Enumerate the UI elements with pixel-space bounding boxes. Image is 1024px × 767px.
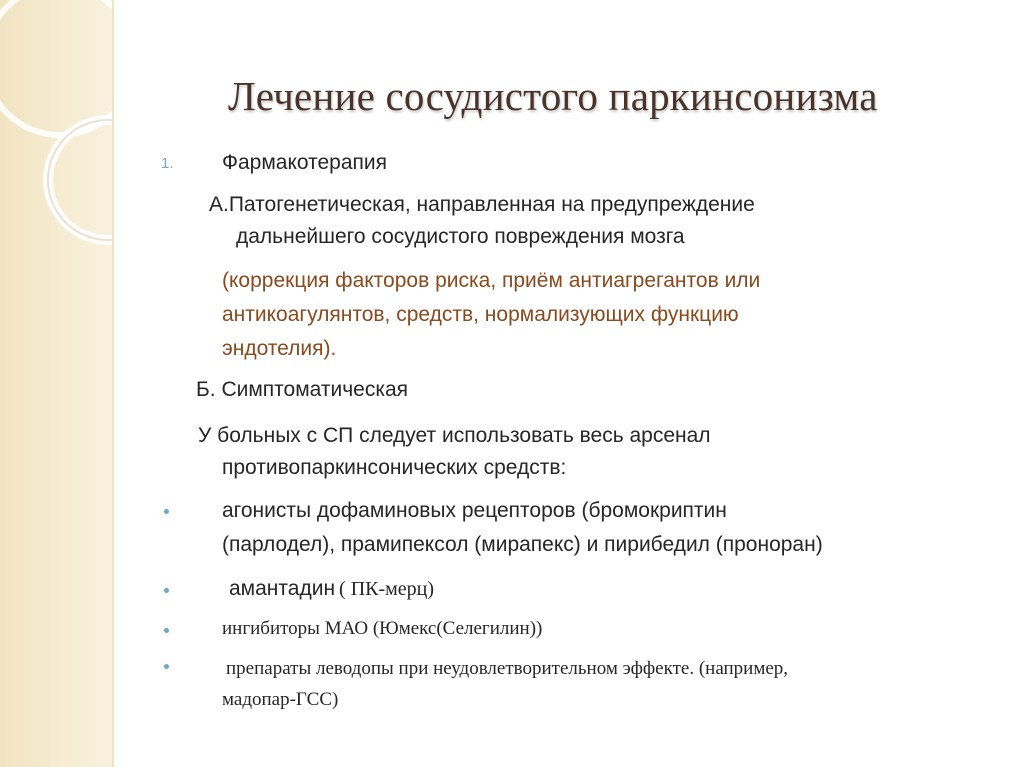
risk-note-line-3: эндотелия). [222, 337, 337, 360]
bullet-2-drug: амантадин [229, 577, 336, 600]
bullet-dot [164, 664, 169, 669]
pathogenetic-line-2: дальнейшего сосудистого повреждения мозга [236, 225, 685, 248]
item-pharmacotherapy: Фармакотерапия [222, 151, 387, 174]
risk-note-line-2: антикоагулянтов, средств, нормализующих функцию [222, 303, 739, 326]
bullet-dot [164, 588, 169, 593]
bullet-1-line-1: агонисты дофаминовых рецепторов (бромокриптин [222, 499, 727, 522]
bullet-2-brand: ( ПК-мерц) [339, 578, 435, 600]
decorative-sidebar [0, 0, 114, 767]
bullet-4-line-2: мадопар-ГСС) [222, 689, 339, 710]
pathogenetic-line-1: А.Патогенетическая, направленная на предупреждение [209, 193, 755, 216]
bullet-dot [164, 628, 169, 633]
slide-title: Лечение сосудистого паркинсонизма [228, 73, 878, 119]
intro-line-2: противопаркинсонических средств: [222, 456, 567, 479]
intro-line-1: У больных с СП следует использовать весь арсенал [198, 424, 711, 447]
risk-note-line-1: (коррекция факторов риска, приём антиагрегантов или [222, 269, 761, 292]
bullet-1-line-2: (парлодел), прамипексол (мирапекс) и пирибедил (проноран) [222, 533, 823, 556]
bullet-2 [229, 576, 434, 602]
list-number: 1. [161, 155, 174, 172]
symptomatic-heading: Б. Симптоматическая [196, 378, 409, 401]
bullet-dot [164, 509, 169, 514]
bullet-3: ингибиторы МАО (Юмекс(Селегилин)) [222, 618, 543, 639]
bullet-4-line-1: препараты леводопы при неудовлетворительном эффекте. (например, [226, 658, 789, 679]
decorative-circles [0, 0, 112, 767]
